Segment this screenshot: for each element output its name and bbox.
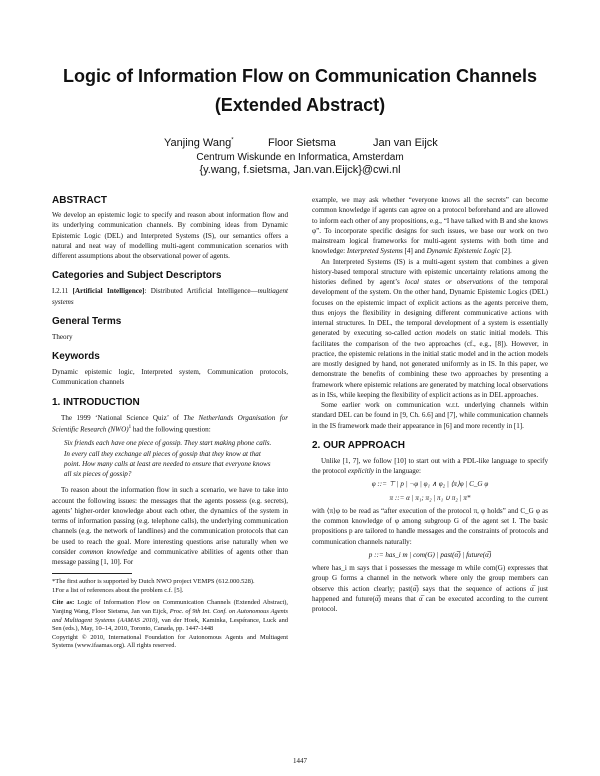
- keywords-heading: Keywords: [52, 351, 100, 362]
- cite-as: Cite as: Logic of Information Flow on Communication Channels (Extended Abstract), Yanjing Wang, Floor Sietsma, Jan van Eijck, Proc. of 9th Int. Conf. on Autonomous Agents and Multiagent Systems (AAMAS 2010), van der Hoek, Kaminka, Lespérance, Luck and Sen (eds.), May, 10–14, 2010, Toronto, Canada, pp. 1447-1448: [52, 599, 288, 633]
- formula-pi: π ::= α | π₁; π₂ | π₁ ∪ π₂ | π*: [389, 493, 471, 502]
- keywords-text: Dynamic epistemic logic, Interpreted system, Communication protocols, Communication channels: [52, 368, 288, 387]
- intro-paragraph-2: To reason about the information flow in such a scenario, we have to take into account the following issues: the messages that the agents possess (e.g. secrets), agents’ higher-order knowledge about each other, the dynamics of the system in terms of information passing (e.g. telephone calls), the underlying communication channels (e.g. the network of landlines) and the communication protocols that can be used to reach the goal. More interesting questions arise naturally when we consider common knowledge and communicative abilities of agents other than message passing [1, 10]. For: [52, 486, 288, 567]
- terms-text: Theory: [52, 332, 73, 341]
- author-2: Floor Sietsma: [268, 137, 336, 149]
- approach-heading: 2. OUR APPROACH: [312, 439, 405, 451]
- footnote-rule: [52, 573, 132, 574]
- right-paragraph-2: An Interpreted Systems (IS) is a multi-agent system that combines a given history-based temporal structure with epistemic uncertainty relations among the histories defined by agent’s local states or observations of the temporal development of the system. On the other hand, Dynamic Epistemic Logics (DEL) focuses on the epistemic impact of explicit actions as the agents perceive them, thus enjoys the flexibility in designing different communicative actions with internal structures. In DEL, the temporal development of a system is essentially generated by executing so-called action models on static initial models. This facilitates the comparison of the two approaches (cf., e.g., [8]). However, in practice, the epistemic relations in the initial static model and in the action models are mostly designed by hand, not generated uniformly as in IS. In this paper, we demonstrate the benefits of combining these two approaches by presenting a framework where epistemic relations are generated by matching local observations as in ISs, while keeping the flexibility of explicit actions as in DEL approaches.: [312, 257, 549, 399]
- intro-heading: 1. INTRODUCTION: [52, 396, 140, 408]
- abstract-heading: ABSTRACT: [52, 195, 107, 206]
- author-1: Yanjing Wang*: [164, 137, 234, 149]
- paper-title: Logic of Information Flow on Communication Channels: [63, 66, 537, 86]
- paper-subtitle: (Extended Abstract): [214, 95, 386, 115]
- intro-paragraph-1: The 1999 ‘National Science Quiz’ of The Netherlands Organisation for Scientific Research (NWO)$^1$ had the following question:: [52, 413, 288, 434]
- formula-p: p ::= has_i m | com(G) | past(α̅) | future(α̅): [368, 550, 492, 559]
- approach-paragraph-1: Unlike [1, 7], we follow [10] to start out with a PDL-like language to specify the protocol explicitly in the language:: [312, 456, 548, 475]
- categories-heading: Categories and Subject Descriptors: [52, 270, 222, 282]
- footnote-1: *The first author is supported by Dutch NWO project VEMPS (612.000.528).: [52, 578, 255, 586]
- author-3: Jan van Eijck: [373, 137, 438, 149]
- right-column: [312, 195, 548, 614]
- approach-paragraph-3: where has_i m says that i possesses the message m while com(G) expresses that group G forms a channel in the network where only the group members can observe this action clearly; past(α̅) says that the sequence of actions α̅ just happened and future(α̅) means that α̅ can be executed according to the current protocol.: [312, 564, 548, 613]
- page-number: 1447: [293, 757, 307, 765]
- right-paragraph-3: Some earlier work on communication w.r.t. underlying channels within standard DEL can be found in [9, Ch. 6.6] and [7], while communication channels in the IS framework made their appearance in [6] and more recently in [1].: [312, 401, 548, 430]
- categories-text: I.2.11 [Artificial Intelligence]: Distributed Artificial Intelligence—multiagent systems: [52, 287, 288, 306]
- abstract-text: We develop an epistemic logic to specify and reason about information flow and its underlying communication channels. By combining ideas from Dynamic Epistemic Logic (DEL) and Interpreted Systems (IS), our semantics offers a natural and neat way of modelling multi-agent communication scenarios with different assumptions about the observational power of agents.: [52, 211, 288, 260]
- approach-paragraph-2: with ⟨π⟩φ to be read as “after execution of the protocol π, φ holds” and C_G φ as the common knowledge of φ among subgroup G of the agent set I. The basic propositions p are tailored to handle messages and the constraints of protocols and communication channels naturally:: [312, 506, 548, 546]
- terms-heading: General Terms: [52, 315, 122, 327]
- affiliation: Centrum Wiskunde en Informatica, Amsterdam: [196, 152, 404, 163]
- gossip-quote: Six friends each have one piece of gossip. They start making phone calls. In every call they exchange all pieces of gossip that they know at that point. How many calls at least are needed to ensure that everyone knows all six pieces of gossip?: [64, 439, 272, 479]
- right-paragraph-1: example, we may ask whether “everyone knows all the secrets” can become common knowledge if agents can agree on a protocol beforehand and are allowed to inform each other of any propositions, e.g., “I have talked with B and she knows φ”. To incorporate specific designs for such issues, we base our work on two mainstream logical frameworks for multi-agent systems with both time and knowledge: Interpreted Systems [4] and Dynamic Epistemic Logic [2].: [312, 196, 548, 256]
- footnote-2: 1For a list of references about the problem c.f. [5].: [52, 587, 184, 595]
- copyright: Copyright © 2010, International Foundation for Autonomous Agents and Multiagent Systems (www.ifaamas.org). All rights reserved.: [52, 633, 288, 650]
- left-column: [52, 195, 288, 651]
- formula-phi: φ ::= ⊤ | p | ¬φ | φ₁ ∧ φ₂ | ⟨π⟩φ | C_G φ: [371, 480, 489, 489]
- emails: {y.wang, f.sietsma, Jan.van.Eijck}@cwi.nl: [199, 164, 401, 176]
